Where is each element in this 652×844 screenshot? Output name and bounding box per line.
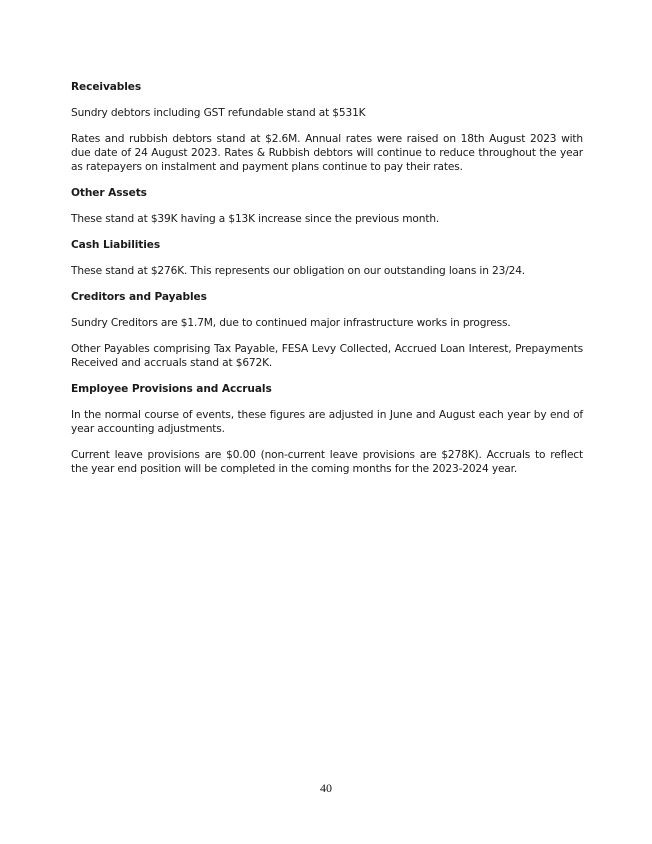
section-paragraph: Rates and rubbish debtors stand at $2.6M. Annual rates were raised on 18th August 2023 with due date of 24 August 2023. Rates & Rubbish debtors will continue to reduce throughout the year as ratepayers on instalment and payment plans continue to pay their rates. (71, 133, 583, 173)
section-receivables (71, 80, 583, 174)
page-number: 40 (320, 781, 332, 795)
section-paragraph: Sundry debtors including GST refundable stand at $531K (71, 107, 366, 119)
section-paragraph: Current leave provisions are $0.00 (non-current leave provisions are $278K). Accruals to reflect the year end position will be completed in the coming months for the 2023-2024 year. (71, 449, 583, 475)
document-body (71, 80, 583, 488)
section-other-assets (71, 186, 583, 226)
section-paragraph: Other Payables comprising Tax Payable, FESA Levy Collected, Accrued Loan Interest, Prepayments Received and accruals stand at $672K. (71, 343, 583, 369)
section-heading: Receivables (71, 81, 142, 93)
section-employee-provisions (71, 382, 583, 476)
section-heading: Other Assets (71, 187, 147, 199)
section-paragraph: These stand at $276K. This represents our obligation on our outstanding loans in 23/24. (71, 265, 526, 277)
section-paragraph: Sundry Creditors are $1.7M, due to continued major infrastructure works in progress. (71, 317, 511, 329)
section-cash-liabilities (71, 238, 583, 278)
section-heading: Creditors and Payables (71, 291, 207, 303)
section-paragraph: These stand at $39K having a $13K increase since the previous month. (71, 213, 440, 225)
section-creditors-and-payables (71, 290, 583, 370)
section-heading: Employee Provisions and Accruals (71, 383, 272, 395)
section-heading: Cash Liabilities (71, 239, 161, 251)
section-paragraph: In the normal course of events, these figures are adjusted in June and August each year by end of year accounting adjustments. (71, 409, 583, 435)
